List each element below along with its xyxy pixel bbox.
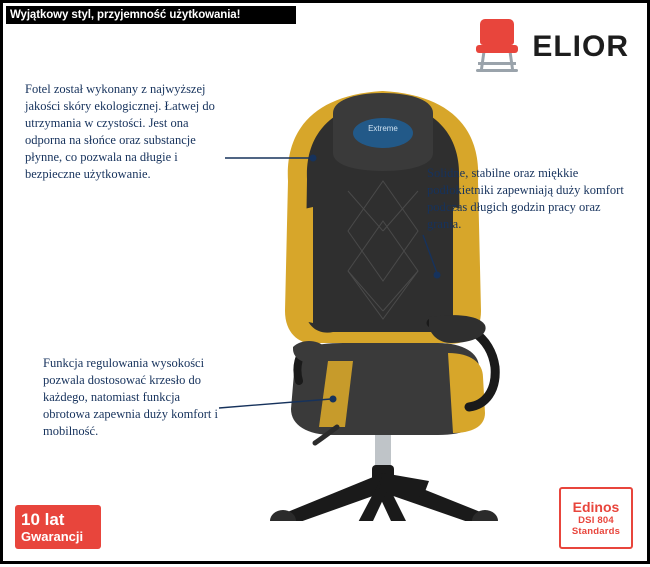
callout-height-adjust: Funkcja regulowania wysokości pozwala dostosować krzesło do każdego, natomiast funkcja obrotowa zapewnia duży komfort i mobilność. bbox=[43, 356, 218, 438]
top-banner: Wyjątkowy styl, przyjemność użytkowania! bbox=[6, 6, 296, 24]
certificate-badge bbox=[559, 487, 633, 549]
brand-name: ELIOR bbox=[532, 30, 629, 63]
certificate-brand: Edinos bbox=[572, 498, 620, 515]
callout-material: Fotel został wykonany z najwyższej jakości skóry ekologicznej. Łatwej do utrzymania w czystości. Jest ona odporna na słońce oraz substancje płynne, co pozwala na długie i bezpieczne użytkowanie. bbox=[25, 82, 215, 181]
warranty-badge bbox=[15, 505, 101, 549]
certificate-standard: Standards bbox=[571, 525, 621, 537]
certificate-code: DSI 804 bbox=[578, 514, 614, 526]
callout-armrests: Solidne, stabilne oraz miękkie podłokietniki zapewniają duży komfort podczas długich godzin pracy oraz grania. bbox=[427, 166, 624, 231]
product-image bbox=[233, 61, 533, 521]
svg-text:Extreme: Extreme bbox=[368, 124, 398, 133]
warranty-label: Gwarancji bbox=[21, 528, 84, 544]
warranty-years: 10 lat bbox=[21, 509, 65, 529]
